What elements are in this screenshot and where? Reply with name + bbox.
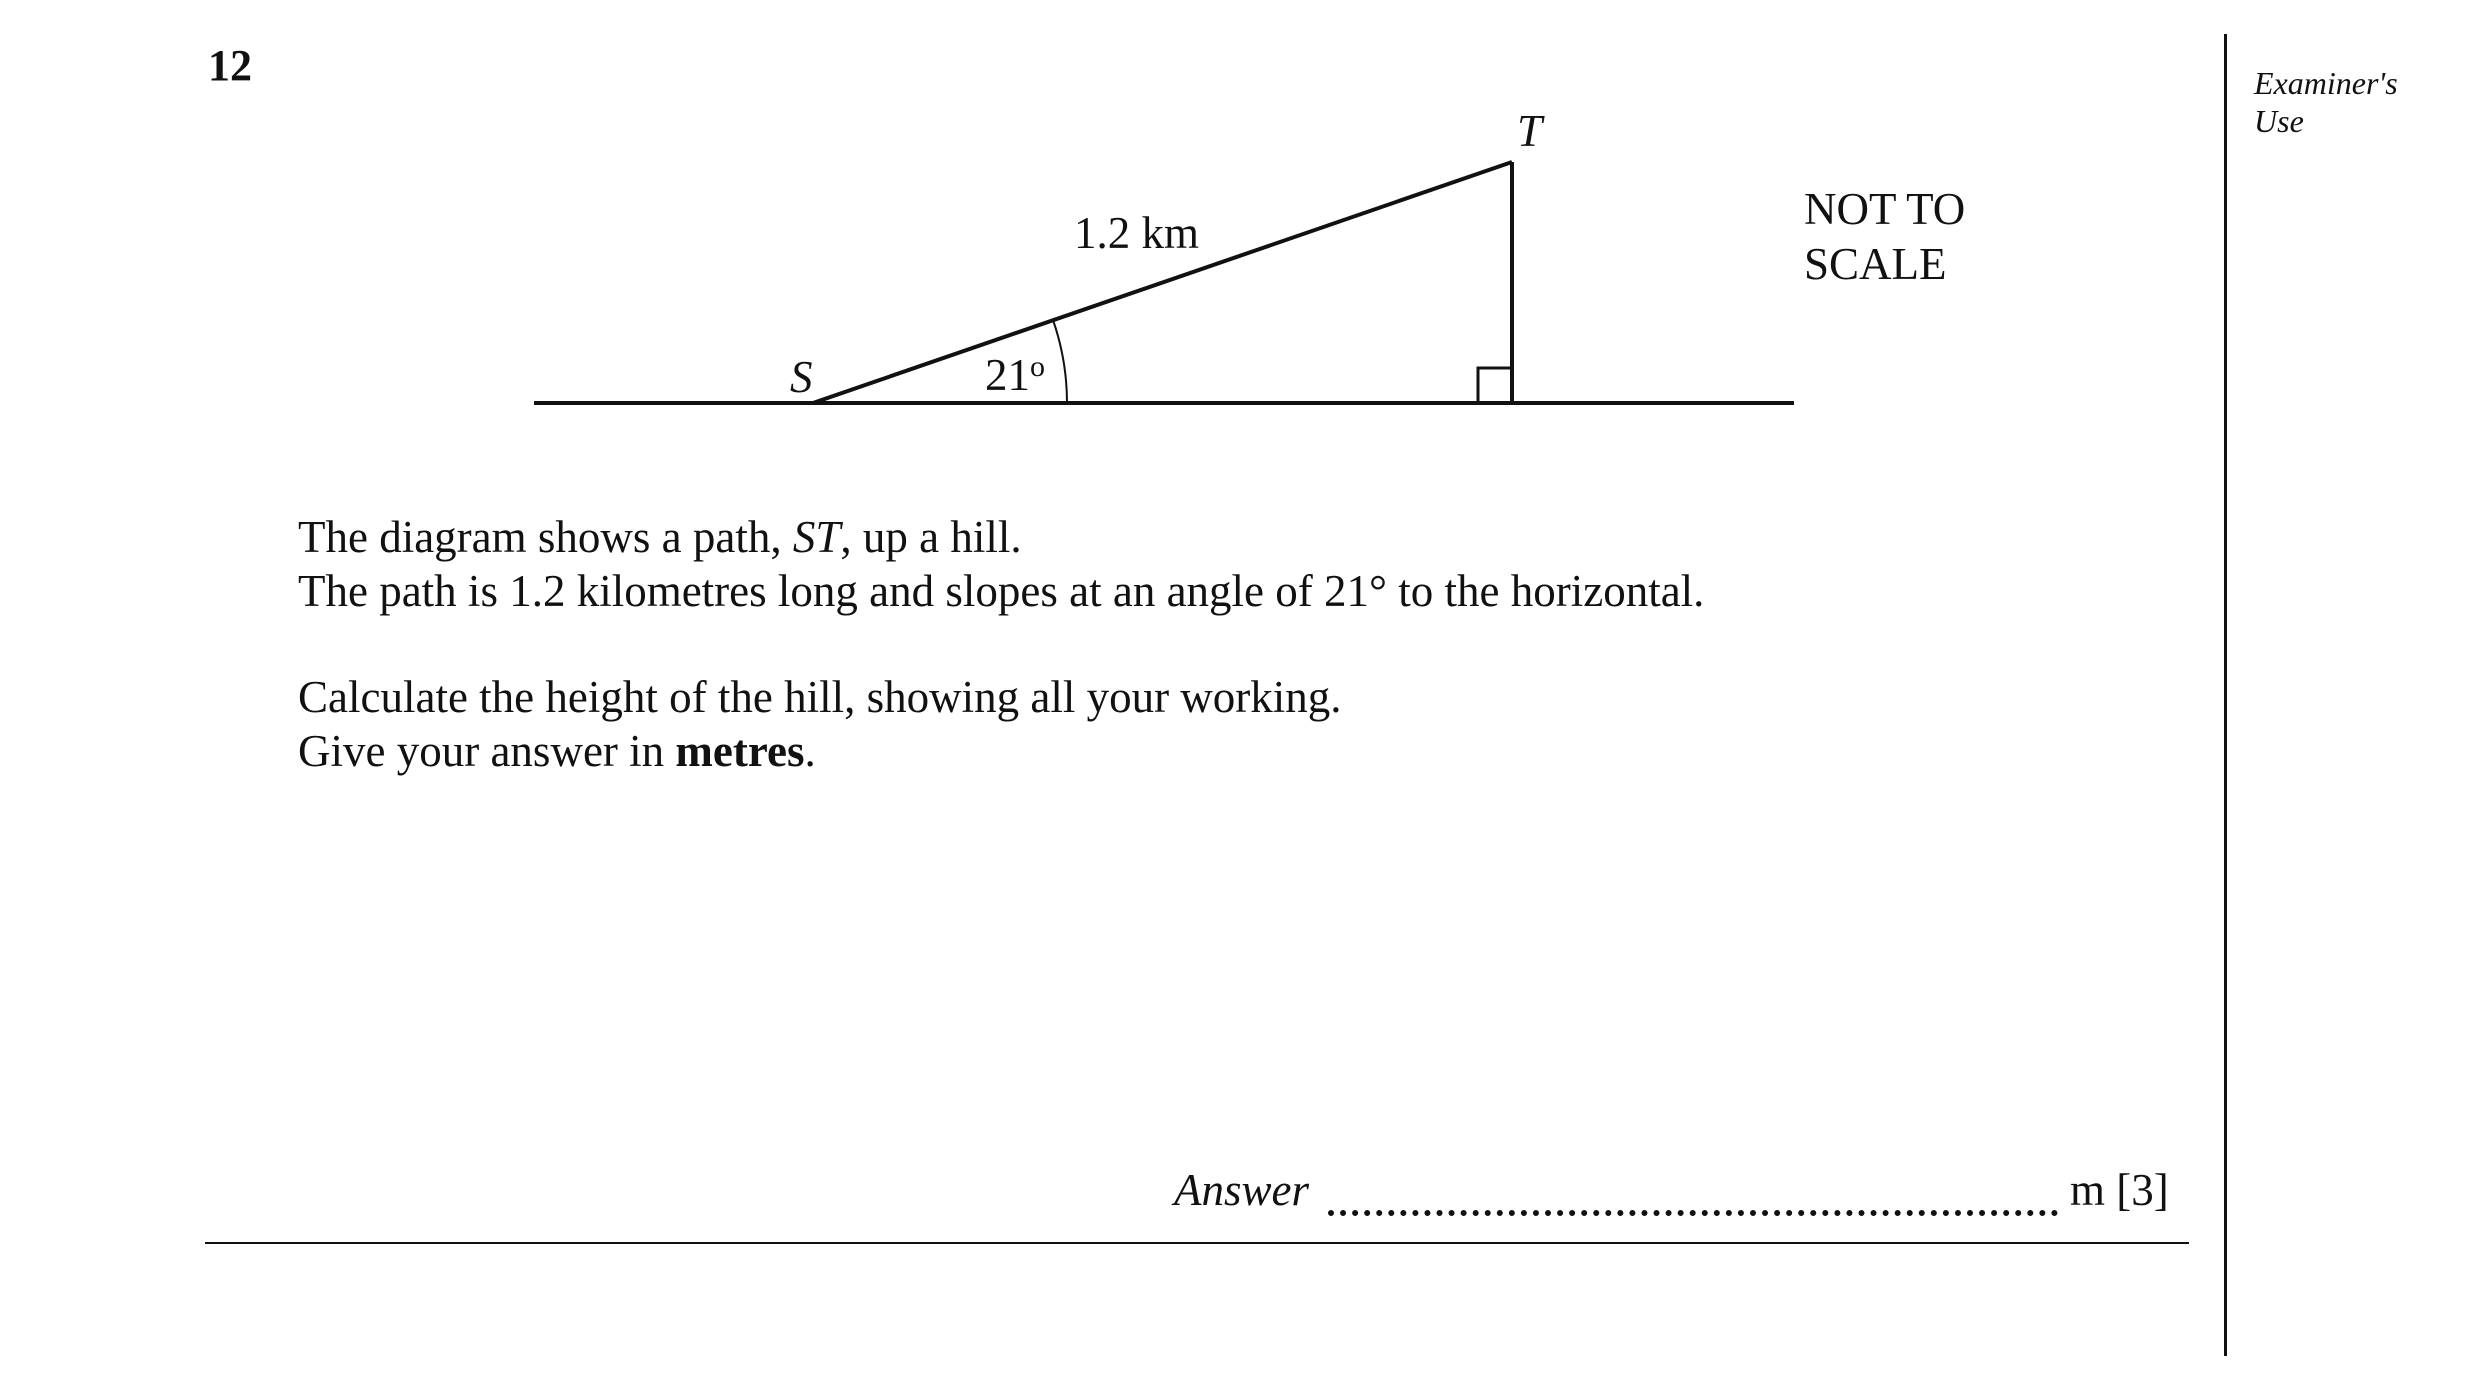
path-length-label: 1.2 km: [1074, 208, 1200, 258]
angle-arc: [1053, 320, 1067, 403]
path-name-st: ST: [792, 512, 841, 562]
instruction-line-2-start: Give your answer in: [298, 726, 676, 776]
right-angle-marker: [1478, 368, 1512, 403]
instruction-line-2: [298, 724, 2138, 778]
question-text: [298, 510, 2138, 778]
question-number: 12: [208, 41, 252, 90]
units-emphasis: metres: [675, 726, 805, 776]
instruction-line-2-end: .: [804, 726, 816, 776]
examiners-use-line-2: Use: [2254, 103, 2304, 139]
vertex-label-s: S: [790, 352, 813, 402]
question-bottom-rule: [205, 1242, 2189, 1244]
intro-paragraph: [298, 510, 2138, 618]
instruction-line-1: Calculate the height of the hill, showing all your working.: [298, 672, 1342, 722]
hill-triangle-diagram: [0, 0, 2480, 460]
not-to-scale-line-2: SCALE: [1804, 239, 1947, 289]
intro-line-1-start: The diagram shows a path,: [298, 512, 793, 562]
angle-number: 21: [985, 350, 1030, 400]
intro-line-1-end: , up a hill.: [840, 512, 1022, 562]
answer-label: Answer: [1174, 1165, 1309, 1215]
answer-row: [1174, 1164, 2184, 1224]
intro-line-2: The path is 1.2 kilometres long and slopes at an angle of 21° to the horizontal.: [298, 566, 1705, 616]
instruction-paragraph: [298, 670, 2138, 778]
intro-line-1: [298, 510, 2138, 564]
angle-degree-sign: o: [1030, 350, 1045, 383]
angle-value-label: [985, 350, 1045, 400]
not-to-scale-note: [1804, 182, 1965, 292]
not-to-scale-line-1: NOT TO: [1804, 184, 1966, 234]
answer-field[interactable]: [1328, 1210, 2058, 1216]
answer-unit-and-marks: m [3]: [2070, 1165, 2169, 1215]
examiners-use-line-1: Examiner's: [2254, 65, 2398, 101]
vertex-label-t: T: [1517, 106, 1543, 156]
path-st-line: [813, 162, 1512, 403]
